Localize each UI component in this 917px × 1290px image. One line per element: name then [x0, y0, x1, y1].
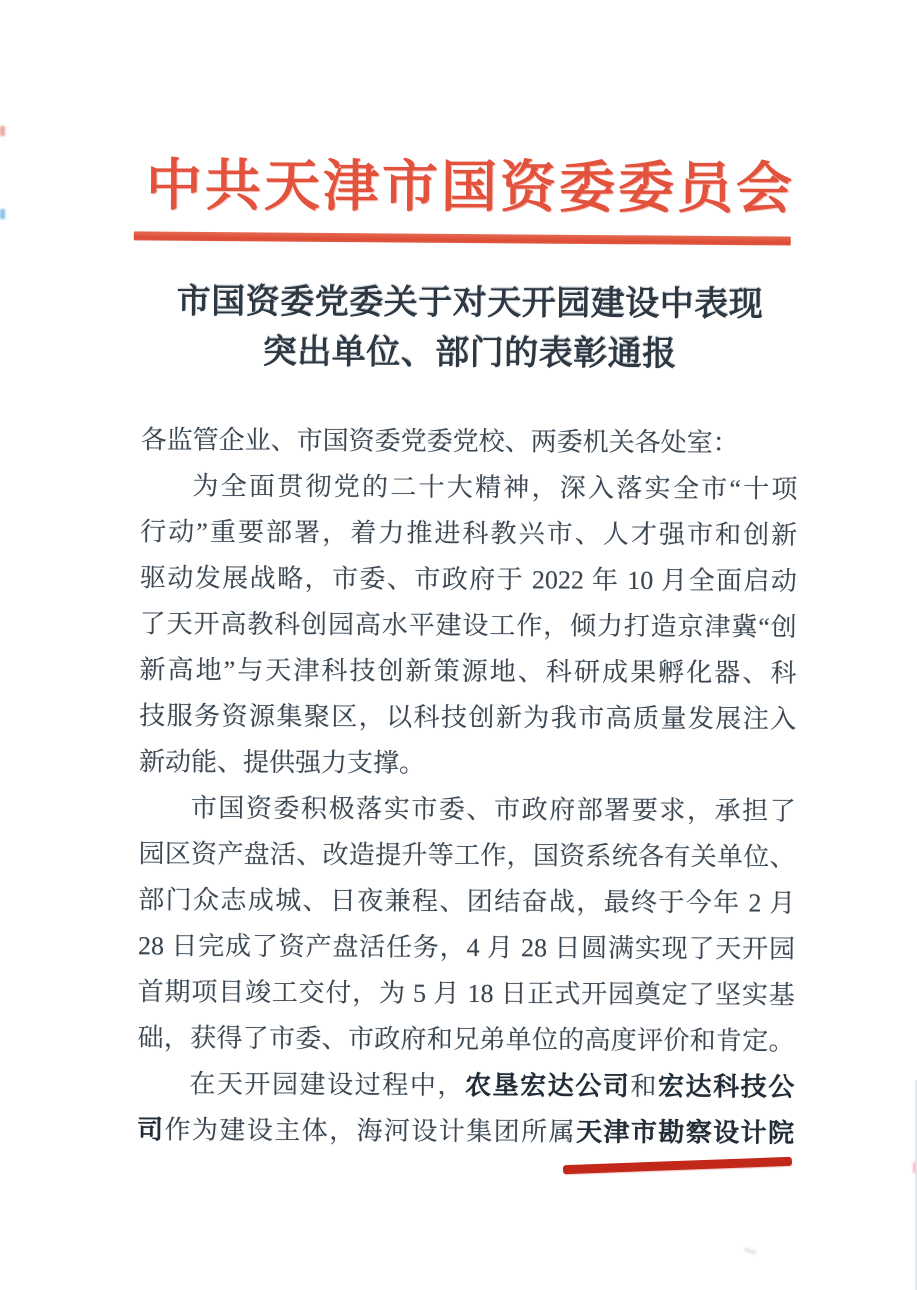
body-line: 驱动发展战略，市委、市政府于 2022 年 10 月全面启动 — [139, 563, 798, 596]
scan-speck-blue — [0, 209, 5, 219]
body-line: 28 日完成了资产盘活任务，4 月 28 日圆满实现了天开园 — [137, 931, 796, 964]
bold-company-name: 宏达科技公 — [657, 1071, 795, 1102]
letterhead-org-name: 中共天津市国资委委员会 — [145, 155, 796, 221]
document-sheet — [137, 0, 800, 1157]
bold-company-name: 天津市勘察设计院 — [575, 1117, 795, 1148]
document-title — [141, 277, 799, 380]
body-line: 首期项目竣工交付，为 5 月 18 日正式开园奠定了坚实基 — [137, 977, 795, 1010]
body-line — [137, 1107, 794, 1156]
body-line: 了天开高教科创园高水平建设工作，倾力打造京津冀“创 — [139, 609, 797, 642]
body-line — [137, 1061, 794, 1110]
document-title-line1: 市国资委党委关于对天开园建设中表现 — [176, 283, 764, 324]
document-title-line2: 突出单位、部门的表彰通报 — [262, 333, 677, 374]
body-line: 市国资委积极落实市委、市政府部署要求，承担了 — [190, 793, 796, 826]
bold-company-name: 司 — [137, 1115, 165, 1145]
scan-smudge — [744, 1247, 757, 1255]
body-line: 新高地”与天津科技创新策源地、科研成果孵化器、科 — [139, 655, 797, 688]
scan-speck-red — [0, 126, 5, 136]
body-text-run: 在天开园建设过程中， — [189, 1069, 466, 1100]
salutation-line: 各监管企业、市国资委党委党校、两委机关各处室： — [140, 425, 739, 458]
body-line: 为全面贯彻党的二十大精神，深入落实全市“十项 — [192, 471, 798, 504]
body-line: 行动”重要部署，着力推进科教兴市、人才强市和创新 — [140, 517, 798, 550]
body-text-run: 和 — [630, 1071, 659, 1101]
body-line: 部门众志成城、日夜兼程、团结奋战，最终于今年 2 月 — [138, 885, 796, 918]
red-underline-annotation — [563, 1157, 792, 1174]
body-line: 新动能、提供强力支撑。 — [138, 747, 426, 778]
body-line: 园区资产盘活、改造提升等工作，国资系统各有关单位、 — [138, 839, 796, 872]
letterhead-red-rule — [134, 231, 791, 245]
document-body — [137, 417, 798, 1156]
body-text-run: 作为建设主体，海河设计集团所属 — [164, 1115, 577, 1147]
body-line: 技服务资源集聚区，以科技创新为我市高质量发展注入 — [139, 701, 797, 734]
bold-company-name: 农垦宏达公司 — [464, 1070, 631, 1101]
body-line: 础，获得了市委、市政府和兄弟单位的高度评价和肯定。 — [137, 1023, 795, 1056]
